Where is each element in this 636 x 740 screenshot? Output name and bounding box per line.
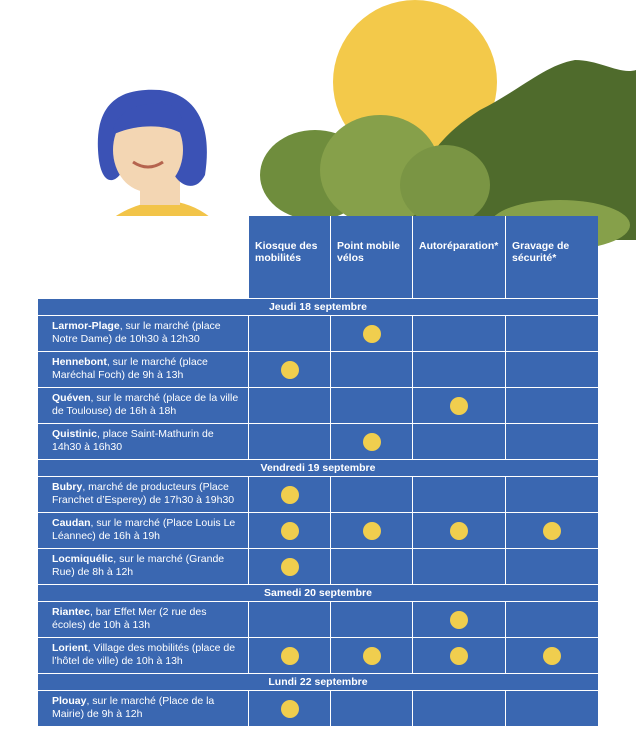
available-dot-icon	[281, 700, 299, 718]
activity-cell	[249, 316, 330, 351]
activity-cell	[249, 388, 330, 423]
tree-right	[400, 145, 490, 225]
available-dot-icon	[281, 647, 299, 665]
available-dot-icon	[363, 522, 381, 540]
section-title: Samedi 20 septembre	[38, 585, 598, 601]
column-header: Kiosque des mobilités	[249, 216, 330, 298]
activity-cell	[331, 316, 412, 351]
activity-cell	[506, 477, 598, 512]
activity-cell	[331, 388, 412, 423]
activity-cell	[249, 691, 330, 726]
location-cell	[38, 549, 248, 584]
location-detail: , bar Effet Mer (2 rue des écoles) de 10h à 13h	[52, 606, 207, 631]
available-dot-icon	[450, 647, 468, 665]
location-cell	[38, 477, 248, 512]
location-name: Locmiquélic	[52, 553, 114, 565]
location-name: Lorient	[52, 642, 88, 654]
location-name: Quéven	[52, 392, 91, 404]
activity-cell	[249, 424, 330, 459]
activity-cell	[249, 602, 330, 637]
activity-cell	[506, 352, 598, 387]
column-header: Autoréparation*	[413, 216, 505, 298]
available-dot-icon	[450, 522, 468, 540]
activity-cell	[413, 549, 505, 584]
activity-cell	[331, 513, 412, 548]
activity-cell	[413, 513, 505, 548]
activity-cell	[249, 549, 330, 584]
activity-cell	[249, 352, 330, 387]
location-detail: , sur le marché (place de la ville de Toulouse) de 16h à 18h	[52, 392, 239, 417]
activity-cell	[331, 638, 412, 673]
activity-cell	[331, 424, 412, 459]
available-dot-icon	[543, 647, 561, 665]
location-cell	[38, 424, 248, 459]
location-name: Larmor-Plage	[52, 320, 120, 332]
available-dot-icon	[281, 522, 299, 540]
section-title: Lundi 22 septembre	[38, 674, 598, 690]
activity-cell	[506, 691, 598, 726]
available-dot-icon	[363, 433, 381, 451]
activity-cell	[331, 549, 412, 584]
activity-cell	[249, 638, 330, 673]
location-detail: , sur le marché (place Notre Dame) de 10h30 à 12h30	[52, 320, 221, 345]
column-header: Point mobile vélos	[331, 216, 412, 298]
location-name: Caudan	[52, 517, 91, 529]
location-name: Riantec	[52, 606, 90, 618]
activity-cell	[331, 691, 412, 726]
location-cell	[38, 602, 248, 637]
available-dot-icon	[281, 558, 299, 576]
location-cell	[38, 316, 248, 351]
location-detail: , Village des mobilités (place de l’hôtel de ville) de 10h à 13h	[52, 642, 236, 667]
activity-cell	[413, 424, 505, 459]
location-cell	[38, 388, 248, 423]
section-title: Vendredi 19 septembre	[38, 460, 598, 476]
activity-cell	[506, 602, 598, 637]
location-cell	[38, 513, 248, 548]
activity-cell	[506, 513, 598, 548]
location-name: Hennebont	[52, 356, 107, 368]
activity-cell	[249, 513, 330, 548]
location-detail: , marché de producteurs (Place Franchet d’Esperey) de 17h30 à 19h30	[52, 481, 235, 506]
activity-cell	[413, 602, 505, 637]
activity-cell	[413, 638, 505, 673]
activity-cell	[331, 602, 412, 637]
column-header: Gravage de sécurité*	[506, 216, 598, 298]
activity-cell	[506, 424, 598, 459]
activity-cell	[506, 316, 598, 351]
location-name: Bubry	[52, 481, 83, 493]
location-detail: , place Saint-Mathurin de 14h30 à 16h30	[52, 428, 214, 453]
location-name: Quistinic	[52, 428, 97, 440]
section-title: Jeudi 18 septembre	[38, 299, 598, 315]
location-detail: , sur le marché (Place de la Mairie) de 9h à 12h	[52, 695, 215, 720]
activity-cell	[506, 638, 598, 673]
location-detail: , sur le marché (place Maréchal Foch) de 9h à 13h	[52, 356, 208, 381]
activity-cell	[331, 477, 412, 512]
available-dot-icon	[281, 486, 299, 504]
available-dot-icon	[543, 522, 561, 540]
activity-cell	[413, 352, 505, 387]
available-dot-icon	[281, 361, 299, 379]
activity-cell	[413, 388, 505, 423]
activity-cell	[506, 388, 598, 423]
corner-empty	[38, 216, 248, 298]
location-cell	[38, 638, 248, 673]
location-detail: , sur le marché (Grande Rue) de 8h à 12h	[52, 553, 225, 578]
location-name: Plouay	[52, 695, 87, 707]
activity-cell	[413, 477, 505, 512]
location-cell	[38, 352, 248, 387]
available-dot-icon	[450, 397, 468, 415]
available-dot-icon	[450, 611, 468, 629]
activity-cell	[506, 549, 598, 584]
activity-cell	[249, 477, 330, 512]
activity-cell	[331, 352, 412, 387]
activity-cell	[413, 316, 505, 351]
location-detail: , sur le marché (Place Louis Le Léannec) de 16h à 19h	[52, 517, 236, 542]
available-dot-icon	[363, 325, 381, 343]
activity-cell	[413, 691, 505, 726]
schedule-table	[38, 216, 598, 726]
location-cell	[38, 691, 248, 726]
available-dot-icon	[363, 647, 381, 665]
